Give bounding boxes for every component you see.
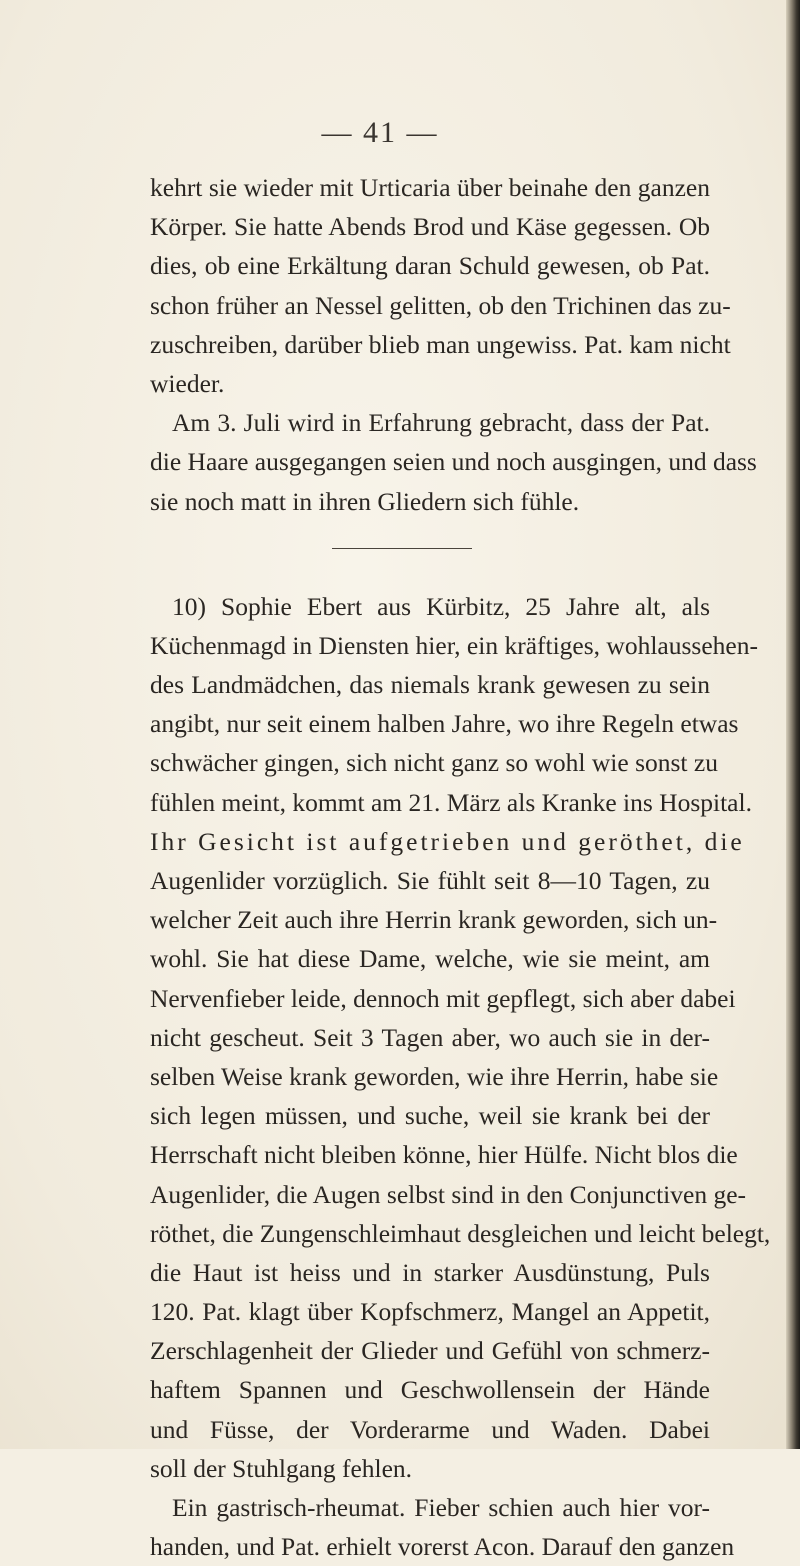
text-line: Nervenfieber leide, dennoch mit gepflegt, sich aber dabei [150, 983, 736, 1013]
paragraph [150, 1488, 735, 1566]
text-line: sich legen müssen, und suche, weil sie krank bei der [150, 1101, 710, 1131]
body-text [150, 168, 771, 1566]
text-line: zuschreiben, darüber blieb man ungewiss. Pat. kam nicht [150, 329, 731, 359]
section-divider [150, 521, 710, 587]
paragraph [150, 403, 757, 521]
text-line: die Haut ist heiss und in starker Ausdünstung, Puls [150, 1257, 710, 1287]
text-line: Körper. Sie hatte Abends Brod und Käse gegessen. Ob [150, 212, 710, 242]
text-line: schon früher an Nessel gelitten, ob den Trichinen das zu- [150, 290, 731, 320]
text-line: Augenlider, die Augen selbst sind in den Conjunctiven ge- [150, 1179, 747, 1209]
text-line: wieder. [150, 368, 225, 398]
text-line: und Füsse, der Vorderarme und Waden. Dabei [150, 1414, 710, 1444]
text-line: wohl. Sie hat diese Dame, welche, wie sie meint, am [150, 944, 710, 974]
text-line: Ein gastrisch-rheumat. Fieber schien auch hier vor- [172, 1493, 710, 1522]
text-line: handen, und Pat. erhielt vorerst Acon. Darauf den ganzen [150, 1532, 735, 1562]
paragraph [150, 168, 731, 403]
text-line: Augenlider vorzüglich. Sie fühlt seit 8—10 Tagen, zu [150, 866, 710, 895]
text-line: 10) Sophie Ebert aus Kürbitz, 25 Jahre alt, als [172, 591, 710, 621]
text-line: fühlen meint, kommt am 21. März als Kranke ins Hospital. [150, 787, 752, 817]
text-line: Zerschlagenheit der Glieder und Gefühl von schmerz- [150, 1336, 710, 1366]
text-line: Herrschaft nicht bleiben könne, hier Hülfe. Nicht blos die [150, 1140, 738, 1170]
text-line: 120. Pat. klagt über Kopfschmerz, Mangel an Appetit, [150, 1297, 710, 1327]
text-line: soll der Stuhlgang fehlen. [150, 1453, 413, 1483]
text-line: kehrt sie wieder mit Urticaria über beinahe den ganzen [150, 173, 710, 202]
book-binding-edge [786, 0, 800, 1449]
text-line: haftem Spannen und Geschwollensein der Hände [150, 1375, 710, 1405]
text-line: röthet, die Zungenschleimhaut desgleichen und leicht belegt, [150, 1218, 771, 1248]
text-line: die Haare ausgegangen seien und noch ausgingen, und dass [150, 447, 757, 477]
text-line: welcher Zeit auch ihre Herrin krank geworden, sich un- [150, 905, 718, 935]
text-line: dies, ob eine Erkältung daran Schuld gewesen, ob Pat. [150, 251, 710, 281]
text-line: Am 3. Juli wird in Erfahrung gebracht, dass der Pat. [172, 408, 710, 438]
page-number: — 41 — [321, 116, 439, 149]
text-line: des Landmädchen, das niemals krank gewesen zu sein [150, 670, 710, 700]
case-paragraph [150, 587, 771, 1488]
divider-rule [332, 548, 472, 549]
text-line: angibt, nur seit einem halben Jahre, wo ihre Regeln etwas [150, 709, 739, 739]
text-line: nicht gescheut. Seit 3 Tagen aber, wo auch sie in der- [150, 1022, 710, 1052]
text-line: schwächer gingen, sich nicht ganz so wohl wie sonst zu [150, 748, 718, 778]
text-line: Ihr Gesicht ist aufgetrieben und geröthet, die [150, 826, 745, 856]
text-line: sie noch matt in ihren Gliedern sich fühle. [150, 486, 580, 516]
text-line: Küchenmagd in Diensten hier, ein kräftiges, wohlaussehen- [150, 630, 758, 660]
text-line: selben Weise krank geworden, wie ihre Herrin, habe sie [150, 1061, 719, 1091]
